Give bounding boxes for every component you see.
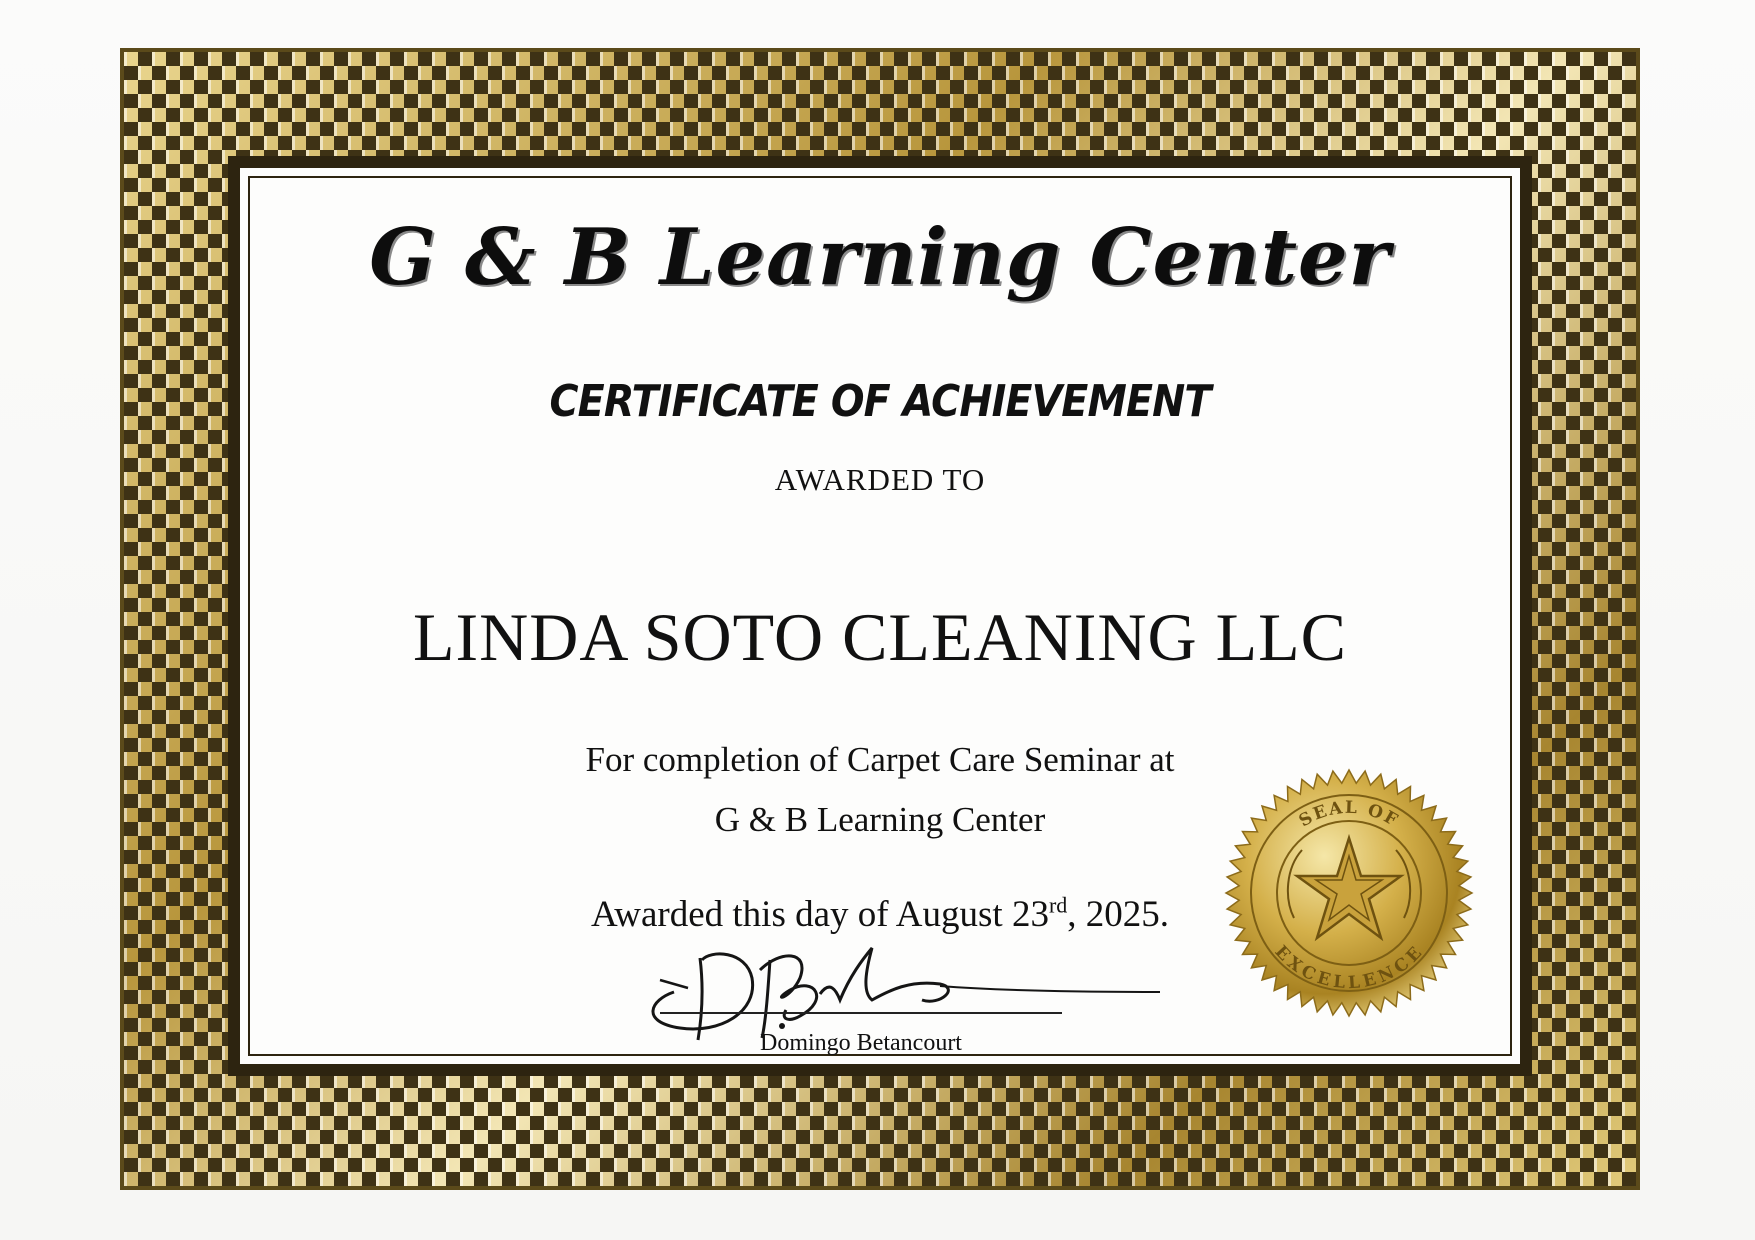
award-date-prefix: Awarded this day of August 23	[590, 894, 1049, 935]
organization-title: G & B Learning Center	[369, 212, 1391, 303]
award-date-ordinal: rd	[1048, 892, 1068, 918]
signer-name: Domingo Betancourt	[760, 1030, 962, 1056]
awarded-to-label: AWARDED TO	[774, 462, 986, 497]
seal-bottom-text: EXCELLENCE	[1270, 941, 1428, 994]
venue-name: G & B Learning Center	[714, 800, 1046, 839]
completion-reason: For completion of Carpet Care Seminar at	[585, 740, 1175, 779]
recipient-name: LINDA SOTO CLEANING LLC	[412, 599, 1348, 675]
signature-line	[660, 1012, 1062, 1014]
seal-top-text: SEAL OF	[1295, 797, 1403, 832]
gold-seal-icon	[1224, 768, 1474, 1018]
award-date-suffix: , 2025.	[1067, 894, 1170, 935]
certificate-title: CERTIFICATE OF ACHIEVEMENT	[549, 376, 1211, 427]
